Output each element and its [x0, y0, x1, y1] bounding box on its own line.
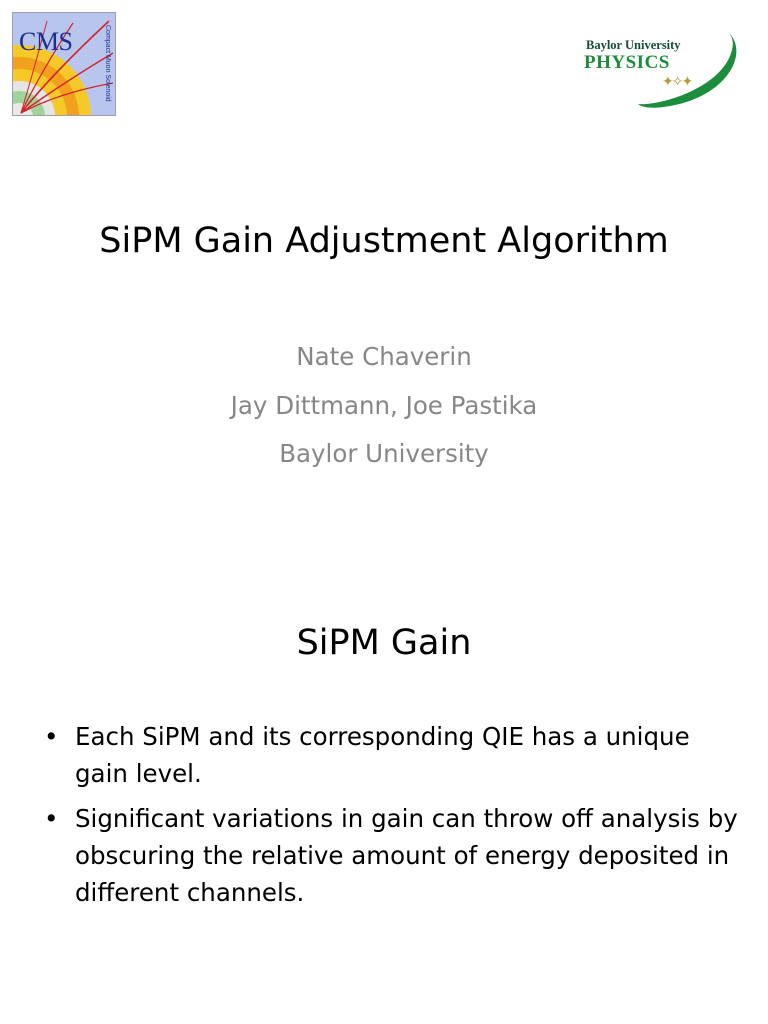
baylor-university-text: Baylor University: [586, 38, 681, 52]
slide-title: SiPM Gain: [296, 623, 472, 663]
physics-text: PHYSICS: [584, 52, 670, 73]
bullet-icon: •: [44, 722, 59, 751]
content-slide: [0, 576, 768, 1024]
bullet-text: Each SiPM and its corresponding QIE has a unique gain level.: [75, 722, 690, 788]
author-list: [0, 333, 768, 479]
bullet-list: [44, 718, 744, 919]
presentation-title: SiPM Gain Adjustment Algorithm: [99, 221, 669, 261]
baylor-physics-logo: [578, 26, 748, 112]
cms-logo: [12, 12, 116, 116]
sparkle-icon: ✦✧✦: [662, 74, 692, 90]
affiliation-line: Baylor University: [279, 439, 489, 468]
bullet-item: [44, 800, 744, 911]
author-line: Nate Chaverin: [296, 342, 472, 371]
bullet-icon: •: [44, 804, 59, 833]
bullet-text: Significant variations in gain can throw off analysis by obscuring the relative amount of energy deposited in different channels.: [75, 804, 738, 907]
cms-logo-text: CMS: [19, 27, 73, 56]
author-line: Jay Dittmann, Joe Pastika: [230, 390, 538, 420]
bullet-item: [44, 718, 744, 792]
cms-logo-subtext: Compact Muon Solenoid: [104, 25, 111, 102]
